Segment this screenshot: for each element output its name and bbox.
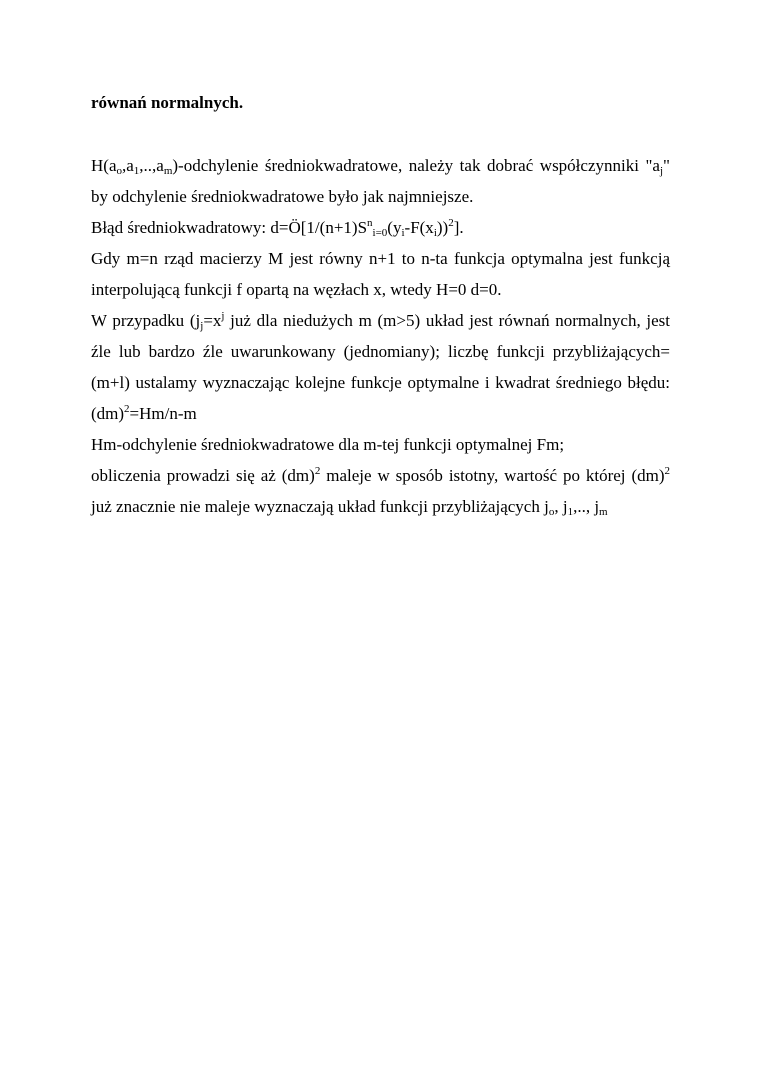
subscript: j (659, 165, 664, 177)
text-run: Błąd średniokwadratowy: d=Ö[1/(n+1)S (91, 218, 368, 237)
subscript: o (116, 165, 122, 177)
text-run: )-odchylenie średniokwadratowe, należy tak dobrać współczynniki "a (172, 156, 660, 175)
text-run: =x (203, 311, 222, 330)
subscript: j (200, 320, 204, 332)
text-run: ,a (121, 156, 134, 175)
text-run: Gdy m=n rząd macierzy M jest równy n+1 to n-ta funkcja optymalna jest funkcją interpolującą funkcji f opartą na węzłach x, wtedy H=0 d=0. (91, 249, 670, 299)
superscript: 2 (664, 465, 670, 477)
paragraph-ill-conditioning (91, 305, 670, 429)
paragraph-rms-error-formula (91, 212, 670, 243)
subscript: 1 (567, 506, 574, 518)
text-run: (y (387, 218, 402, 237)
superscript: 2 (314, 465, 321, 477)
text-run: W przypadku (j (91, 311, 201, 330)
subscript: 1 (133, 165, 140, 177)
section-heading: równań normalnych. (91, 93, 244, 112)
text-run: obliczenia prowadzi się aż (dm) (91, 466, 315, 485)
subscript: m (163, 165, 173, 177)
text-run: już znacznie nie maleje wyznaczają układ funkcji przybliżających j (91, 497, 549, 516)
paragraph-interpolation-case (91, 243, 670, 305)
text-run: Hm-odchylenie średniokwadratowe dla m-tej funkcji optymalnej Fm; (91, 435, 565, 454)
text-run: już dla niedużych m (m>5) układ jest równań normalnych, jest źle lub bardzo źle uwarunkowany (jednomiany); liczbę funkcji przybliżających=(m+l) ustalamy wyznaczając kolejne funkcje optymalne i kwadrat średniego błędu: (dm) (91, 311, 670, 423)
text-run: " by odchylenie średniokwadratowe było jak najmniejsze. (91, 156, 670, 206)
superscript: n (367, 217, 373, 229)
text-run: H(a (91, 156, 117, 175)
text-run: -F(x (404, 218, 434, 237)
text-run: =Hm/n-m (129, 404, 197, 423)
subscript: i (433, 227, 437, 239)
text-run: ]. (453, 218, 464, 237)
superscript: 2 (448, 217, 454, 229)
paragraph-error-definition (91, 150, 670, 212)
paragraph-hm-definition (91, 429, 670, 460)
subscript: i (401, 227, 405, 239)
subscript: i=0 (372, 227, 388, 239)
text-run: maleje w sposób istotny, wartość po której (dm) (320, 466, 665, 485)
text-run: ,.., j (573, 497, 600, 516)
subscript: o (548, 506, 555, 518)
text-run: )) (436, 218, 449, 237)
subscript: m (599, 506, 608, 518)
paragraph-stopping-rule (91, 460, 670, 522)
superscript: 2 (124, 403, 130, 415)
document-body (91, 150, 670, 522)
superscript: j (221, 310, 225, 322)
text-run: , j (554, 497, 568, 516)
text-run: ,..,a (139, 156, 164, 175)
